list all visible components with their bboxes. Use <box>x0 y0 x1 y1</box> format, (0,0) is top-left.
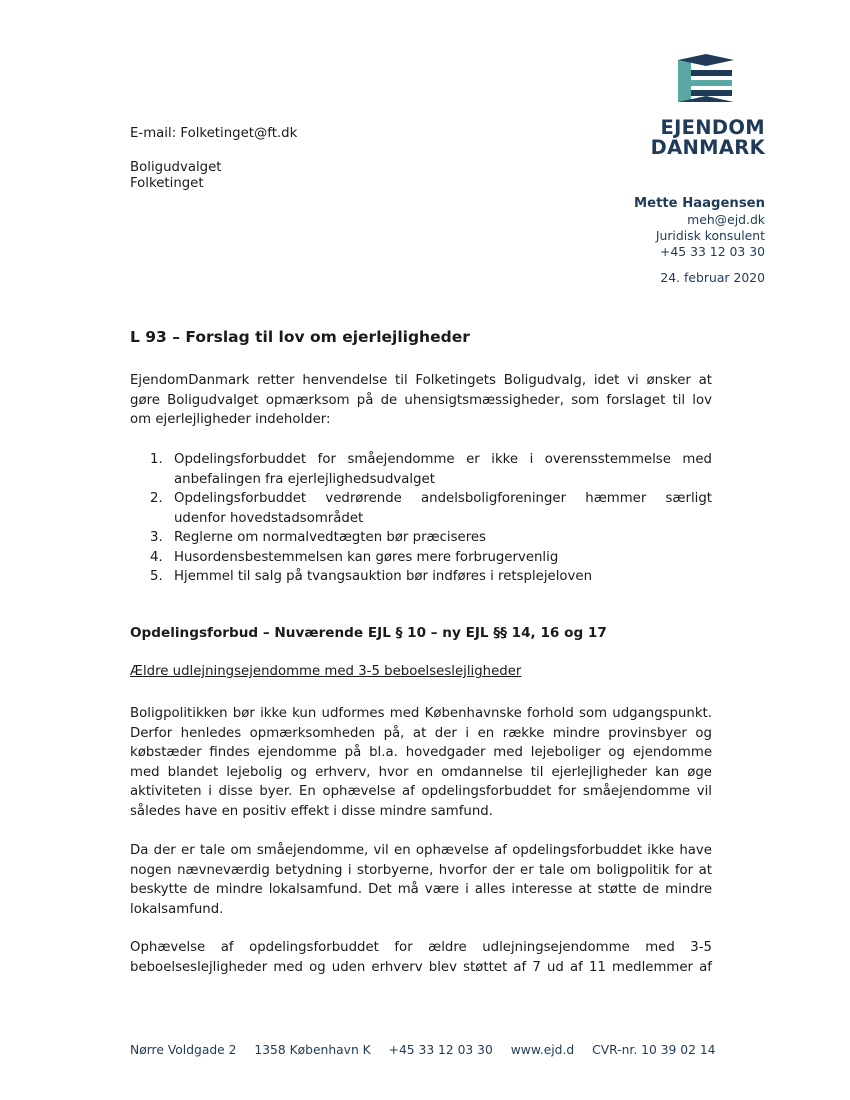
list-item <box>150 528 712 548</box>
brand-line-2: DANMARK <box>650 136 765 159</box>
list-number: 3. <box>150 530 163 545</box>
letter-date: 24. februar 2020 <box>660 270 765 285</box>
recipient-line-2: Folketinget <box>130 176 204 191</box>
paragraph-line: nogen nævneværdig betydning i storbyerne, hvorfor der er tale om boligpolitik for at <box>130 862 712 878</box>
footer-phone: +45 33 12 03 30 <box>388 1043 493 1057</box>
footer-web-link[interactable]: www.ejd.d <box>510 1043 575 1057</box>
list-item-line: Opdelingsforbuddet vedrørende andelsboligforeninger hæmmer særligt <box>174 491 712 506</box>
list-number: 5. <box>150 569 163 584</box>
list-item <box>150 489 712 528</box>
list-number: 1. <box>150 452 163 467</box>
paragraph-line: Ophævelse af opdelingsforbuddet for ældre udlejningsejendomme med 3-5 <box>130 940 712 955</box>
list-item <box>150 567 712 587</box>
paragraph-line: aktiviteten i disse byer. En ophævelse af opdelingsforbuddet for småejendomme vil <box>130 784 712 799</box>
brand-wordmark <box>651 118 765 158</box>
list-item-line: udenfor hovedstadsområdet <box>174 510 364 526</box>
page-footer <box>130 1043 729 1057</box>
footer-address: Nørre Voldgade 2 <box>130 1043 237 1057</box>
body-paragraph-1 <box>130 704 712 821</box>
list-item-line: Reglerne om normalvedtægten bør præciseres <box>174 530 486 545</box>
list-item <box>150 450 712 489</box>
sender-block <box>634 196 765 260</box>
sub-heading: Ældre udlejningsejendomme med 3-5 beboelseslejligheder <box>130 664 522 679</box>
paragraph-line: beboelseslejligheder med og uden erhverv blev støttet af 7 ud af 11 medlemmer af <box>130 959 712 975</box>
sender-email[interactable]: meh@ejd.dk <box>687 212 765 227</box>
list-item-line: Hjemmel til salg på tvangsauktion bør indføres i retsplejeloven <box>174 569 593 584</box>
list-item-line: Husordensbestemmelsen kan gøres mere forbrugervenlig <box>174 549 559 565</box>
sender-role: Juridisk konsulent <box>655 228 765 243</box>
letter-title: L 93 – Forslag til lov om ejerlejligheder <box>130 328 470 346</box>
recipient-email[interactable]: E-mail: Folketinget@ft.dk <box>130 126 298 141</box>
ejendom-danmark-logo-icon <box>676 54 736 102</box>
recipient-line-1: Boligudvalget <box>130 160 222 175</box>
paragraph-line: med blandet lejebolig og erhverv, hvor en omdannelse til ejerlejligheder kan øge <box>130 764 712 780</box>
paragraph-line: Da der er tale om småejendomme, vil en ophævelse af opdelingsforbuddet ikke have <box>130 843 712 858</box>
sender-phone: +45 33 12 03 30 <box>660 244 765 259</box>
footer-cvr: CVR-nr. 10 39 02 14 <box>592 1043 716 1057</box>
paragraph-line: Boligpolitikken bør ikke kun udformes med Københavnske forhold som udgangspunkt. <box>130 706 712 721</box>
paragraph-line: lokalsamfund. <box>130 901 224 917</box>
intro-line: om ejerlejligheder indeholder: <box>130 412 331 427</box>
list-item <box>150 548 712 568</box>
list-item-line: anbefalingen fra ejerlejlighedsudvalget <box>174 471 435 487</box>
paragraph-line: købstæder findes ejendomme på bl.a. hovedgader med lejeboliger og ejendomme <box>130 745 712 760</box>
paragraph-line: Derfor henledes opmærksomheden på, at der i en række mindre provinsbyer og <box>130 725 712 741</box>
body-paragraph-2 <box>130 841 712 919</box>
sender-name: Mette Haagensen <box>634 196 765 211</box>
intro-paragraph <box>130 371 712 430</box>
issues-list <box>150 450 712 587</box>
recipient-block <box>130 126 297 192</box>
body-paragraph-3 <box>130 938 712 977</box>
footer-city: 1358 København K <box>254 1043 371 1057</box>
list-number: 2. <box>150 491 163 506</box>
section-heading: Opdelingsforbud – Nuværende EJL § 10 – ny EJL §§ 14, 16 og 17 <box>130 625 607 641</box>
intro-line: gøre Boligudvalget opmærksom på de uhensigtsmæssigheder, som forslaget til lov <box>130 392 712 408</box>
brand-line-1: EJENDOM <box>660 116 765 139</box>
paragraph-line: således have en positiv effekt i disse mindre samfund. <box>130 803 493 819</box>
intro-line: EjendomDanmark retter henvendelse til Folketingets Boligudvalg, idet vi ønsker at <box>130 373 712 388</box>
list-item-line: Opdelingsforbuddet for småejendomme er ikke i overensstemmelse med <box>174 452 712 467</box>
paragraph-line: beskytte de mindre lokalsamfund. Det må være i alles interesse at støtte de mindre <box>130 882 712 897</box>
list-number: 4. <box>150 549 163 565</box>
